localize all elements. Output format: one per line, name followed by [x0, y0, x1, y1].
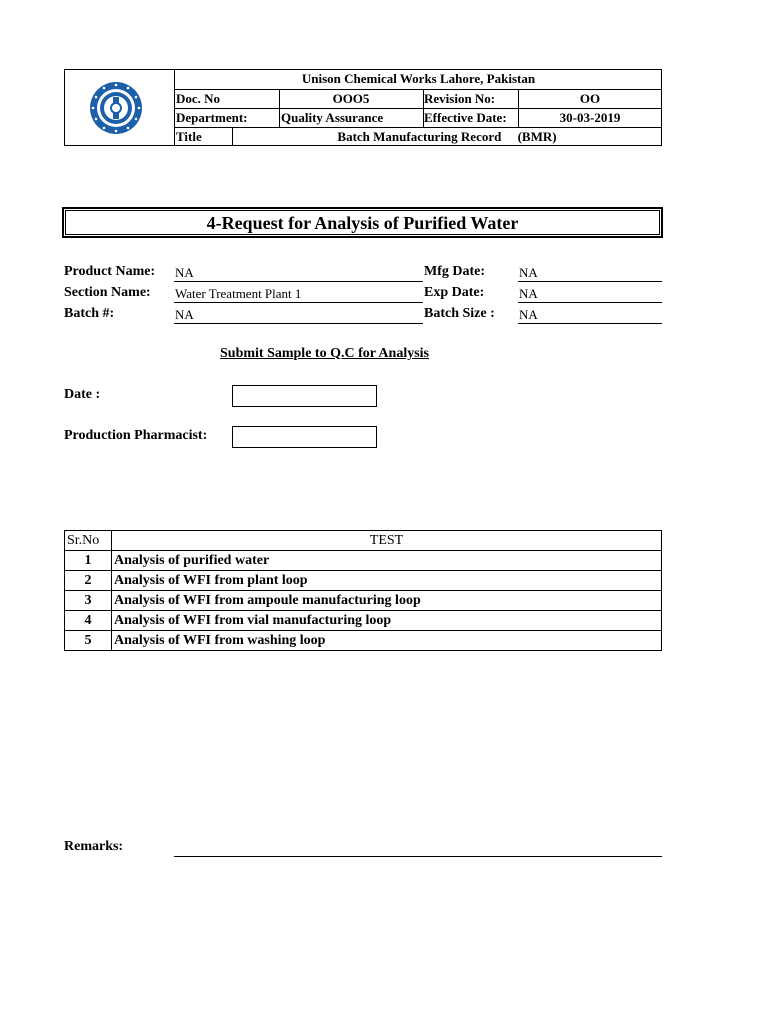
title-label: Title: [176, 129, 202, 144]
product-name-underline: [174, 281, 423, 282]
title-value: Batch Manufacturing Record (BMR): [337, 129, 557, 144]
standard-quality-seal-logo: [88, 80, 144, 136]
department-value: Quality Assurance: [281, 110, 384, 125]
section-name-label: Section Name:: [64, 285, 151, 300]
doc-no-label: Doc. No: [176, 91, 221, 106]
submit-sample-heading: Submit Sample to Q.C for Analysis: [220, 346, 429, 361]
sr-no-cell: 2: [65, 571, 112, 591]
batch-size-label: Batch Size :: [424, 306, 495, 321]
test-cell: Analysis of WFI from ampoule manufacturing loop: [112, 591, 662, 611]
sr-no-cell: 3: [65, 591, 112, 611]
batch-value[interactable]: NA: [175, 307, 194, 322]
mfg-date-underline: [518, 281, 662, 282]
table-row: [65, 591, 662, 611]
department-label: Department:: [176, 110, 248, 125]
remarks-underline: [174, 856, 662, 857]
production-pharmacist-input[interactable]: [232, 426, 377, 448]
sr-no-header: Sr.No: [65, 531, 112, 551]
date-input[interactable]: [232, 385, 377, 407]
test-cell: Analysis of WFI from plant loop: [112, 571, 662, 591]
sr-no-cell: 5: [65, 631, 112, 651]
table-header-row: [65, 531, 662, 551]
table-row: [65, 571, 662, 591]
batch-size-underline: [518, 323, 662, 324]
sr-no-cell: 4: [65, 611, 112, 631]
test-cell: Analysis of WFI from vial manufacturing loop: [112, 611, 662, 631]
batch-underline: [174, 323, 423, 324]
header-row-divider: [175, 127, 662, 128]
header-row-divider: [175, 89, 662, 90]
effective-date-value: 30-03-2019: [559, 110, 621, 125]
product-name-label: Product Name:: [64, 264, 156, 279]
doc-no-value: OOO5: [332, 91, 370, 106]
exp-date-value[interactable]: NA: [519, 286, 538, 301]
test-cell: Analysis of purified water: [112, 551, 662, 571]
product-name-value[interactable]: NA: [175, 265, 194, 280]
tests-table: [64, 530, 662, 651]
date-label: Date :: [64, 387, 101, 402]
revision-label: Revision No:: [424, 91, 496, 106]
production-pharmacist-label: Production Pharmacist:: [64, 428, 208, 443]
header-row-divider: [175, 108, 662, 109]
table-row: [65, 551, 662, 571]
form-title: 4-Request for Analysis of Purified Water: [206, 213, 519, 233]
batch-size-value[interactable]: NA: [519, 307, 538, 322]
effective-date-label: Effective Date:: [424, 110, 507, 125]
remarks-label: Remarks:: [64, 839, 124, 854]
sr-no-cell: 1: [65, 551, 112, 571]
table-row: [65, 611, 662, 631]
table-row: [65, 631, 662, 651]
section-name-value[interactable]: Water Treatment Plant 1: [175, 286, 302, 301]
mfg-date-value[interactable]: NA: [519, 265, 538, 280]
exp-date-label: Exp Date:: [424, 285, 485, 300]
section-name-underline: [174, 302, 423, 303]
exp-date-underline: [518, 302, 662, 303]
remarks-value[interactable]: [176, 840, 662, 856]
company-name: Unison Chemical Works Lahore, Pakistan: [301, 71, 536, 86]
test-cell: Analysis of WFI from washing loop: [112, 631, 662, 651]
batch-label: Batch #:: [64, 306, 115, 321]
test-header: TEST: [112, 531, 662, 551]
revision-value: OO: [579, 91, 601, 106]
mfg-date-label: Mfg Date:: [424, 264, 486, 279]
